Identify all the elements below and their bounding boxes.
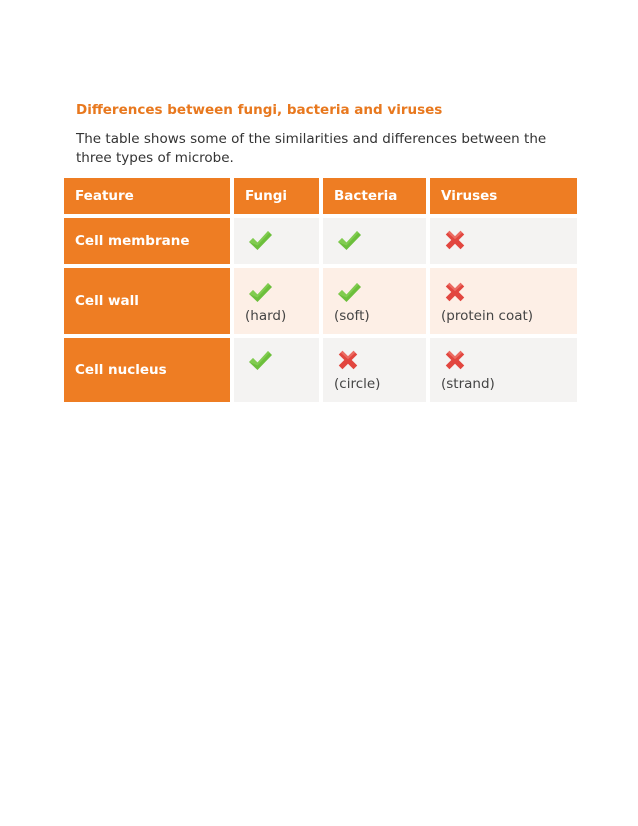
cell-wall-fungi bbox=[234, 268, 319, 334]
comparison-table bbox=[64, 178, 577, 402]
cell-membrane-bacteria bbox=[323, 218, 426, 264]
cell-membrane-viruses bbox=[430, 218, 577, 264]
cell-wall-viruses bbox=[430, 268, 577, 334]
check-icon bbox=[247, 348, 273, 374]
header-bacteria: Bacteria bbox=[323, 178, 426, 214]
cell-note: (protein coat) bbox=[441, 308, 534, 324]
intro-paragraph: The table shows some of the similarities and differences between the three types of microbe. bbox=[76, 131, 547, 166]
check-icon bbox=[336, 228, 362, 254]
cell-nucleus-bacteria bbox=[323, 338, 426, 402]
row-label-cell-wall: Cell wall bbox=[64, 268, 230, 334]
row-label-cell-membrane: Cell membrane bbox=[64, 218, 230, 264]
row-label-cell-nucleus: Cell nucleus bbox=[64, 338, 230, 402]
cell-note: (soft) bbox=[334, 308, 370, 324]
cell-note: (hard) bbox=[245, 308, 287, 324]
cross-icon bbox=[443, 348, 469, 374]
check-icon bbox=[247, 280, 273, 306]
check-icon bbox=[247, 228, 273, 254]
section-heading: Differences between fungi, bacteria and viruses bbox=[76, 102, 443, 118]
header-feature: Feature bbox=[64, 178, 230, 214]
cell-note: (circle) bbox=[334, 376, 381, 392]
cell-wall-bacteria bbox=[323, 268, 426, 334]
cell-note: (strand) bbox=[441, 376, 495, 392]
cell-membrane-fungi bbox=[234, 218, 319, 264]
cross-icon bbox=[443, 228, 469, 254]
cell-nucleus-viruses bbox=[430, 338, 577, 402]
check-icon bbox=[336, 280, 362, 306]
cell-nucleus-fungi bbox=[234, 338, 319, 402]
cross-icon bbox=[336, 348, 362, 374]
header-fungi: Fungi bbox=[234, 178, 319, 214]
cross-icon bbox=[443, 280, 469, 306]
header-viruses: Viruses bbox=[430, 178, 577, 214]
